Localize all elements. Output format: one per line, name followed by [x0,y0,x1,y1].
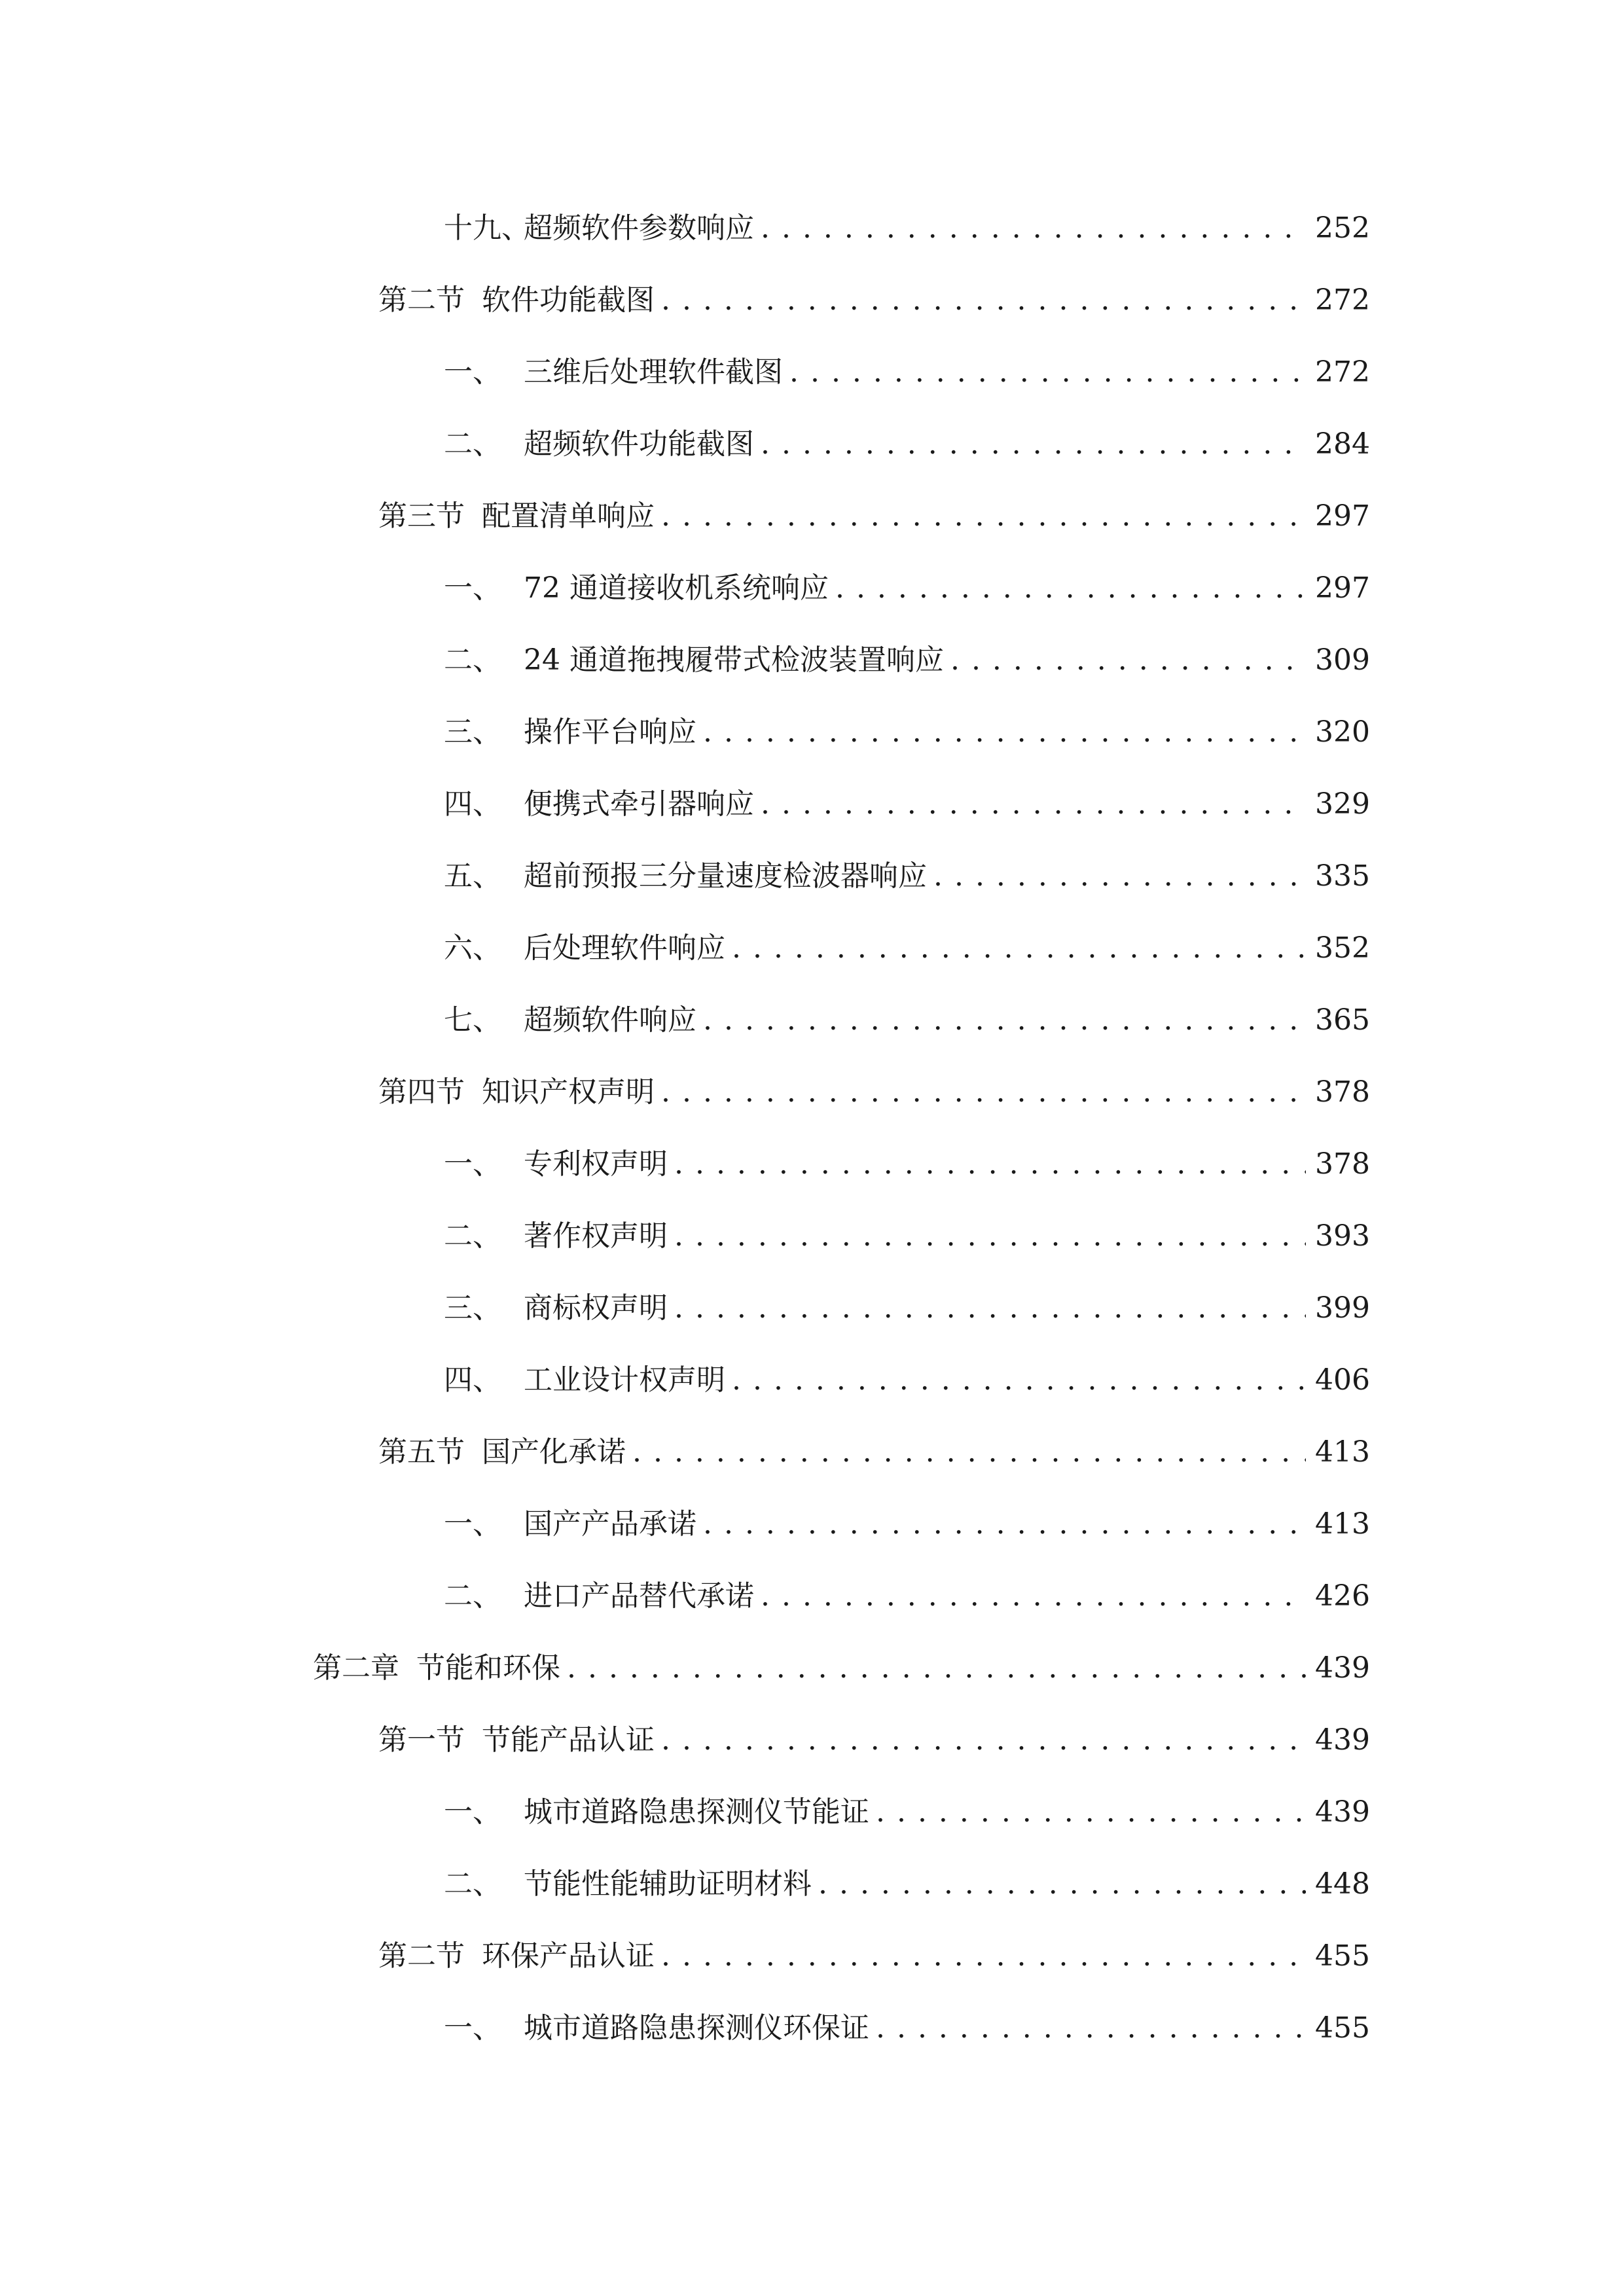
toc-entry-number: 一、 [444,2011,501,2045]
toc-entry-page: 448 [1315,1867,1370,1901]
dot-leader [567,1645,1306,1691]
toc-entry-title: 节能性能辅助证明材料 [524,1867,812,1901]
toc-entry[interactable] [444,1141,1370,1187]
dot-leader [632,1429,1306,1475]
toc-entry-title: 24 通道拖拽履带式检波装置响应 [524,643,944,677]
toc-entry-number: 四、 [444,787,501,821]
toc-entry-page: 297 [1315,571,1370,605]
toc-entry[interactable] [378,1429,1370,1475]
toc-entry-page: 439 [1315,1651,1370,1685]
toc-entry-title: 进口产品替代承诺 [524,1579,754,1613]
toc-entry-number: 二、 [444,427,501,461]
toc-entry[interactable] [444,1357,1370,1403]
toc-entry-title: 节能产品认证 [482,1723,655,1757]
toc-entry-title: 环保产品认证 [482,1939,655,1973]
dot-leader [703,997,1306,1043]
dot-leader [703,1501,1306,1547]
toc-entry[interactable] [444,1213,1370,1259]
toc-entry-number: 三、 [444,715,501,749]
dot-leader [661,1069,1306,1115]
dot-leader [761,206,1306,251]
toc-entry[interactable] [444,206,1370,251]
toc-entry[interactable] [378,278,1370,323]
toc-entry-title: 超前预报三分量速度检波器响应 [524,859,927,893]
toc-entry-number: 第二章 [313,1651,399,1685]
toc-entry-title: 国产产品承诺 [524,1507,696,1541]
dot-leader [835,565,1306,611]
toc-entry-number: 第三节 [378,499,465,533]
toc-entry[interactable] [444,637,1370,683]
dot-leader [661,493,1306,539]
toc-entry-title: 超频软件功能截图 [524,427,754,461]
toc-entry-number: 五、 [444,859,501,893]
toc-entry-page: 413 [1315,1507,1370,1541]
dot-leader [789,350,1306,395]
toc-entry-number: 十九、 [444,211,530,245]
toc-entry-page: 329 [1315,787,1370,821]
toc-entry[interactable] [444,853,1370,899]
toc-entry-page: 426 [1315,1579,1370,1613]
toc-entry-number: 二、 [444,643,501,677]
toc-entry-title: 超频软件响应 [524,1003,696,1037]
dot-leader [661,1933,1306,1979]
toc-entry-title: 软件功能截图 [482,283,655,317]
toc-entry-page: 455 [1315,1939,1370,1973]
toc-entry-page: 455 [1315,2011,1370,2045]
toc-entry-page: 272 [1315,283,1370,317]
toc-entry-page: 284 [1315,427,1370,461]
toc-entry[interactable] [444,997,1370,1043]
toc-entry-title: 城市道路隐患探测仪环保证 [524,2011,869,2045]
toc-entry-title: 国产化承诺 [482,1435,626,1469]
dot-leader [661,1717,1306,1763]
toc-entry-title: 便携式牵引器响应 [524,787,754,821]
toc-entry-number: 一、 [444,1795,501,1829]
toc-entry[interactable] [444,422,1370,467]
toc-entry-number: 一、 [444,571,501,605]
toc-entry[interactable] [444,350,1370,395]
toc-entry[interactable] [313,1645,1370,1691]
dot-leader [761,422,1306,467]
toc-entry[interactable] [378,1933,1370,1979]
dot-leader [761,781,1306,827]
toc-entry-title: 后处理软件响应 [524,931,725,965]
toc-entry[interactable] [378,493,1370,539]
toc-entry-title: 操作平台响应 [524,715,696,749]
toc-entry-number: 六、 [444,931,501,965]
dot-leader [661,278,1306,323]
toc-entry-number: 四、 [444,1363,501,1397]
toc-entry-number: 第四节 [378,1075,465,1109]
toc-entry[interactable] [444,781,1370,827]
toc-entry-number: 二、 [444,1579,501,1613]
toc-entry-page: 439 [1315,1723,1370,1757]
toc-entry[interactable] [444,565,1370,611]
toc-entry-number: 第二节 [378,283,465,317]
toc-entry-title: 三维后处理软件截图 [524,355,783,389]
toc-entry-number: 一、 [444,1507,501,1541]
dot-leader [818,1861,1306,1907]
toc-entry-page: 352 [1315,931,1370,965]
toc-entry-title: 知识产权声明 [482,1075,655,1109]
toc-entry[interactable] [378,1717,1370,1763]
toc-entry[interactable] [444,1501,1370,1547]
dot-leader [732,1357,1306,1403]
toc-entry-page: 320 [1315,715,1370,749]
toc-entry-page: 309 [1315,643,1370,677]
toc-entry-number: 一、 [444,1147,501,1181]
toc-entry-page: 378 [1315,1075,1370,1109]
toc-entry-title: 配置清单响应 [482,499,655,533]
toc-entry[interactable] [444,709,1370,755]
toc-entry-title: 节能和环保 [416,1651,560,1685]
toc-entry-page: 399 [1315,1291,1370,1325]
dot-leader [732,925,1306,971]
toc-entry-page: 335 [1315,859,1370,893]
dot-leader [674,1213,1306,1259]
toc-entry-title: 著作权声明 [524,1219,668,1253]
toc-entry-title: 工业设计权声明 [524,1363,725,1397]
toc-entry-page: 272 [1315,355,1370,389]
toc-entry-page: 252 [1315,211,1370,245]
toc-entry-number: 第二节 [378,1939,465,1973]
toc-entry-page: 439 [1315,1795,1370,1829]
toc-entry-title: 城市道路隐患探测仪节能证 [524,1795,869,1829]
toc-entry-page: 393 [1315,1219,1370,1253]
toc-entry[interactable] [444,925,1370,971]
dot-leader [950,637,1306,683]
toc-entry-number: 二、 [444,1219,501,1253]
toc-entry-number: 二、 [444,1867,501,1901]
dot-leader [674,1285,1306,1331]
toc-entry-page: 413 [1315,1435,1370,1469]
dot-leader [703,709,1306,755]
dot-leader [876,2005,1306,2051]
toc-entry-title: 商标权声明 [524,1291,668,1325]
toc-entry-page: 406 [1315,1363,1370,1397]
dot-leader [933,853,1306,899]
toc-entry-number: 三、 [444,1291,501,1325]
toc-entry-number: 一、 [444,355,501,389]
toc-entry[interactable] [444,1861,1370,1907]
toc-entry-page: 378 [1315,1147,1370,1181]
dot-leader [876,1789,1306,1835]
toc-entry-number: 第一节 [378,1723,465,1757]
toc-entry[interactable] [444,2005,1370,2051]
dot-leader [761,1573,1306,1619]
toc-entry[interactable] [378,1069,1370,1115]
toc-entry-title: 专利权声明 [524,1147,668,1181]
toc-entry-title: 72 通道接收机系统响应 [524,571,829,605]
dot-leader [674,1141,1306,1187]
toc-entry-number: 第五节 [378,1435,465,1469]
toc-entry-page: 365 [1315,1003,1370,1037]
toc-entry[interactable] [444,1789,1370,1835]
toc-entry-number: 七、 [444,1003,501,1037]
toc-entry[interactable] [444,1285,1370,1331]
toc-entry[interactable] [444,1573,1370,1619]
toc-entry-page: 297 [1315,499,1370,533]
toc-entry-title: 超频软件参数响应 [524,211,754,245]
